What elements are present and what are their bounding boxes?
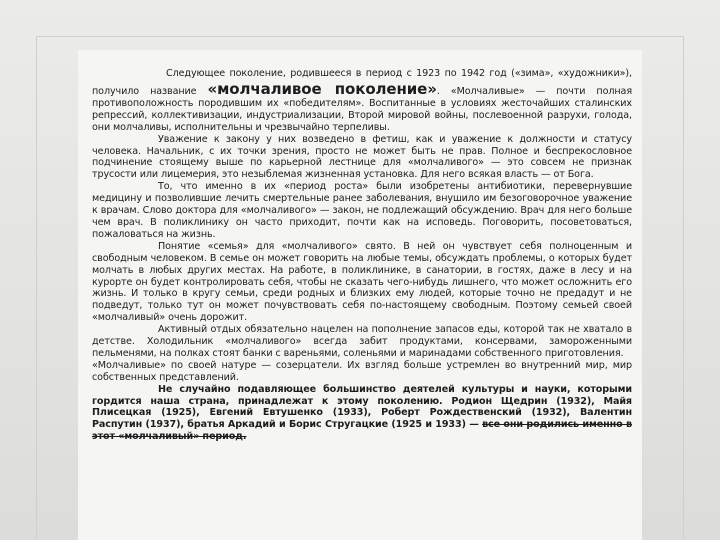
paragraph-1 bbox=[92, 68, 632, 134]
paragraph-4: Понятие «семья» для «молчаливого» свято. В ней он чувствует себя полноценным и свободным человеком. В семье он может говорить на любые темы, обсуждать проблемы, о которых будет молчать в любых других местах. На работе, в поликлинике, в санатории, в гостях, даже в лесу и на курорте он будет контролировать себя, чтобы не сказать чего-нибудь лишнего, что может осложнить его жизнь. И только в кругу семьи, среди родных и близких ему людей, которые точно не предадут и не подведут, только тут он может почувствовать себя по-настоящему свободным. Поэтому семьей своей «молчаливый» очень дорожит. bbox=[92, 240, 632, 324]
paragraph-7-last-line: все они родились именно в этот «молчаливый» период. bbox=[92, 419, 632, 443]
paragraph-1-rest: . «Молчаливые» — почти полная противоположность породившим их «победителям». Воспитанные в условиях жесточайших сталинских репрессий, коллективизации, индустриализации, Второй мировой войны, послевоенной разрухи, голода, они молчаливы, исполнительны и чрезвычайно терпеливы. bbox=[92, 85, 632, 133]
paragraph-7-main: Не случайно подавляющее большинство деятелей культуры и науки, которыми гордится наша страна, принадлежат к этому поколению. Родион Щедрин (1932), Майя Плисецкая (1925), Евгений Евтушенко (1933), Роберт Рождественский (1932), Валентин Распутин (1937), братья Аркадий и Борис Стругацкие (1925 и 1933) — bbox=[92, 383, 632, 431]
paragraph-5: Активный отдых обязательно нацелен на пополнение запасов еды, которой так не хватало в детстве. Холодильник «молчаливого» всегда забит продуктами, консервами, замороженными пельменями, на полках стоят банки с вареньями, соленьями и маринадами собственного приготовления. bbox=[92, 324, 632, 359]
paragraph-7 bbox=[92, 384, 632, 444]
paragraph-6: «Молчаливые» по своей натуре — созерцатели. Их взгляд больше устремлен во внутренний мир, мир собственных представлений. bbox=[92, 359, 632, 383]
paragraph-2: Уважение к закону у них возведено в фетиш, как и уважение к должности и статусу человека. Начальник, с их точки зрения, просто не может быть не прав. Полное и беспрекословное подчинение стоящему выше по карьерной лестнице для «молчаливого» — это совсем не признак трусости или лицемерия, это незыблемая жизненная установка. Для него всякая власть — от Бога. bbox=[92, 133, 632, 181]
paragraph-1-intro: Следующее поколение, родившееся в период с 1923 по 1942 год («зима», «художники»), получило название bbox=[92, 68, 632, 97]
document-body bbox=[92, 68, 632, 443]
paragraph-3: То, что именно в их «период роста» были изобретены антибиотики, перевернувшие медицину и позволившие лечить смертельные ранее заболевания, внушило им безоговорочное уважение к врачам. Слово доктора для «молчаливого» — закон, не подлежащий обсуждению. Врач для него больше чем врач. В поликлинику он часто приходит, почти как на исповедь. Поговорить, посоветоваться, пожаловаться на жизнь. bbox=[92, 181, 632, 240]
generation-title: «молчаливое поколение» bbox=[207, 79, 437, 98]
